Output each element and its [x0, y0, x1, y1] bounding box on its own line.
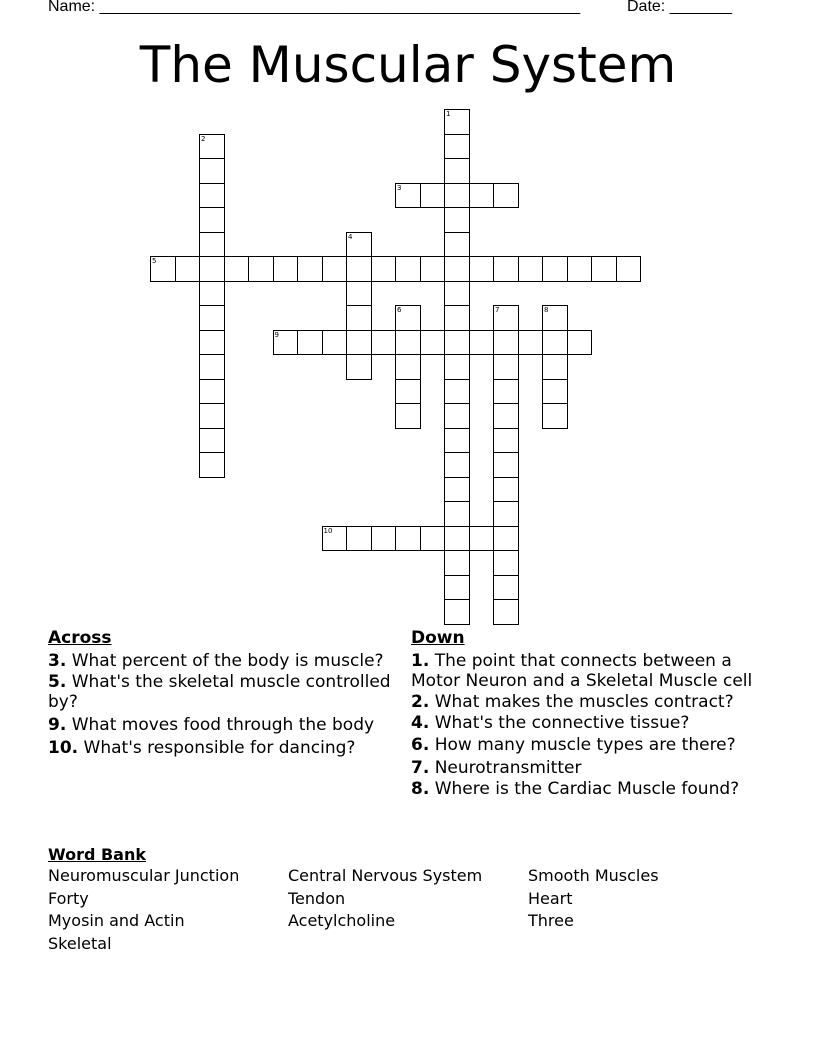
- crossword-cell[interactable]: [420, 330, 446, 356]
- crossword-cell[interactable]: [199, 281, 225, 307]
- clue-text: Where is the Cardiac Muscle found?: [434, 779, 740, 799]
- crossword-cell[interactable]: [371, 256, 397, 282]
- word-bank-item: Forty: [48, 888, 89, 908]
- crossword-cell[interactable]: [444, 158, 470, 184]
- crossword-cell[interactable]: [371, 330, 397, 356]
- clue-number: 7.: [411, 758, 430, 778]
- crossword-cell[interactable]: [420, 256, 446, 282]
- clue-number: 6.: [411, 735, 430, 755]
- crossword-cell[interactable]: [567, 256, 593, 282]
- clue-across-3: [48, 651, 398, 671]
- crossword-cell[interactable]: [444, 109, 470, 135]
- clue-number: 5.: [48, 672, 67, 692]
- clue-text: How many muscle types are there?: [434, 735, 736, 755]
- crossword-cell[interactable]: [444, 281, 470, 307]
- crossword-cell[interactable]: [444, 428, 470, 454]
- crossword-cell[interactable]: [322, 330, 348, 356]
- crossword-cell[interactable]: [444, 330, 470, 356]
- down-heading: Down: [411, 628, 465, 648]
- clue-number: 10.: [48, 738, 79, 758]
- crossword-cell[interactable]: [199, 403, 225, 429]
- clue-number: 8.: [411, 779, 430, 799]
- crossword-cell[interactable]: [444, 134, 470, 160]
- crossword-cell[interactable]: [199, 134, 225, 160]
- crossword-cell[interactable]: [322, 256, 348, 282]
- crossword-cell[interactable]: [395, 403, 421, 429]
- clue-text: What moves food through the body: [71, 715, 375, 735]
- crossword-cell[interactable]: [273, 330, 299, 356]
- crossword-cell[interactable]: [444, 379, 470, 405]
- across-clues: [48, 628, 398, 759]
- crossword-cell[interactable]: [273, 256, 299, 282]
- crossword-cell[interactable]: [395, 526, 421, 552]
- crossword-cell[interactable]: [493, 354, 519, 380]
- crossword-cell[interactable]: [542, 305, 568, 331]
- across-heading: Across: [48, 628, 112, 648]
- crossword-cell[interactable]: [518, 256, 544, 282]
- crossword-cell[interactable]: [199, 207, 225, 233]
- clue-down-8: [411, 779, 781, 799]
- crossword-cell[interactable]: [199, 452, 225, 478]
- word-bank: [48, 845, 788, 953]
- crossword-cell[interactable]: [346, 526, 372, 552]
- clue-down-6: [411, 735, 781, 755]
- word-bank-list: [48, 866, 788, 953]
- crossword-cell[interactable]: [518, 330, 544, 356]
- crossword-cell[interactable]: [542, 379, 568, 405]
- crossword-cell[interactable]: [493, 403, 519, 429]
- cell-number: 10: [323, 526, 333, 535]
- crossword-cell[interactable]: [591, 256, 617, 282]
- crossword-cell[interactable]: [493, 330, 519, 356]
- clue-down-2: [411, 692, 781, 712]
- clue-down-7: [411, 758, 781, 778]
- crossword-cell[interactable]: [542, 403, 568, 429]
- crossword-cell[interactable]: [150, 256, 176, 282]
- word-bank-heading: Word Bank: [48, 845, 147, 864]
- clue-text: What's the connective tissue?: [434, 713, 690, 733]
- crossword-cell[interactable]: [444, 501, 470, 527]
- crossword-cell[interactable]: [420, 526, 446, 552]
- cell-number: 6: [397, 306, 402, 314]
- crossword-cell[interactable]: [444, 526, 470, 552]
- word-bank-item: Central Nervous System: [288, 866, 483, 885]
- crossword-cell[interactable]: [444, 599, 470, 625]
- crossword-cell[interactable]: [346, 256, 372, 282]
- crossword-cell[interactable]: [493, 305, 519, 331]
- word-bank-item: Acetylcholine: [288, 911, 396, 930]
- crossword-cell[interactable]: [297, 256, 323, 282]
- name-field-line: Name: ______________________________________________________: [48, 0, 581, 15]
- cell-number: 3: [397, 183, 402, 192]
- clue-down-4: [411, 713, 781, 733]
- crossword-cell[interactable]: [346, 305, 372, 331]
- crossword-cell[interactable]: [420, 183, 446, 209]
- crossword-cell[interactable]: [444, 207, 470, 233]
- crossword-cell[interactable]: [542, 354, 568, 380]
- crossword-cell[interactable]: [444, 575, 470, 601]
- crossword-cell[interactable]: [493, 550, 519, 576]
- crossword-cell[interactable]: [542, 256, 568, 282]
- clue-down-1: [411, 651, 781, 691]
- page-title: The Muscular System: [139, 36, 677, 94]
- crossword-cell[interactable]: [493, 599, 519, 625]
- crossword-cell[interactable]: [199, 158, 225, 184]
- cell-number: 4: [348, 232, 353, 241]
- word-bank-item: Smooth Muscles: [528, 866, 659, 885]
- crossword-cell[interactable]: [444, 477, 470, 503]
- crossword-cell[interactable]: [444, 550, 470, 576]
- clue-number: 1.: [411, 651, 430, 671]
- clue-text: The point that connects between a Motor Neuron and a Skeletal Muscle cell: [411, 651, 753, 691]
- clue-text: What percent of the body is muscle?: [71, 651, 384, 671]
- crossword-cell[interactable]: [395, 256, 421, 282]
- clue-text: Neurotransmitter: [434, 758, 582, 778]
- crossword-cell[interactable]: [322, 526, 348, 552]
- crossword-cell[interactable]: [469, 256, 495, 282]
- crossword-cell[interactable]: [346, 354, 372, 380]
- clue-across-5: [48, 672, 398, 712]
- crossword-cell[interactable]: [444, 183, 470, 209]
- word-bank-item: Heart: [528, 888, 573, 908]
- crossword-cell[interactable]: [444, 354, 470, 380]
- clue-text: What makes the muscles contract?: [434, 692, 734, 712]
- crossword-cell[interactable]: [199, 428, 225, 454]
- word-bank-item: Neuromuscular Junction: [48, 866, 240, 885]
- crossword-cell[interactable]: [469, 526, 495, 552]
- crossword-cell[interactable]: [175, 256, 201, 282]
- crossword-cell[interactable]: [469, 330, 495, 356]
- crossword-cell[interactable]: [493, 379, 519, 405]
- crossword-cell[interactable]: [493, 256, 519, 282]
- crossword-cell[interactable]: [395, 379, 421, 405]
- crossword-cell[interactable]: [395, 183, 421, 209]
- crossword-cell[interactable]: [493, 501, 519, 527]
- cell-number: 7: [495, 306, 500, 314]
- crossword-cell[interactable]: [346, 330, 372, 356]
- crossword-cell[interactable]: [493, 183, 519, 209]
- crossword-cell[interactable]: [297, 330, 323, 356]
- crossword-cell[interactable]: [395, 305, 421, 331]
- clue-text: What's the skeletal muscle controlled by?: [48, 672, 391, 712]
- crossword-cell[interactable]: [224, 256, 250, 282]
- clue-number: 9.: [48, 715, 67, 735]
- cell-number: 2: [201, 134, 206, 143]
- crossword-cell[interactable]: [493, 428, 519, 454]
- crossword-cell[interactable]: [444, 452, 470, 478]
- cell-number: 8: [544, 306, 549, 314]
- crossword-cell[interactable]: [567, 330, 593, 356]
- crossword-cell[interactable]: [199, 256, 225, 282]
- crossword-cell[interactable]: [395, 354, 421, 380]
- crossword-cell[interactable]: [493, 575, 519, 601]
- clue-number: 3.: [48, 651, 67, 671]
- crossword-cell[interactable]: [493, 452, 519, 478]
- crossword-cell[interactable]: [444, 305, 470, 331]
- crossword-cell[interactable]: [616, 256, 642, 282]
- crossword-cell[interactable]: [199, 330, 225, 356]
- crossword-cell[interactable]: [346, 281, 372, 307]
- crossword-cell[interactable]: [444, 256, 470, 282]
- clue-across-9: [48, 715, 398, 735]
- clue-text: What's responsible for dancing?: [83, 738, 356, 758]
- crossword-cell[interactable]: [199, 354, 225, 380]
- down-clues: [411, 628, 781, 800]
- crossword-cell[interactable]: [444, 232, 470, 258]
- crossword-cell[interactable]: [444, 403, 470, 429]
- clue-number: 2.: [411, 692, 430, 712]
- crossword-cell[interactable]: [199, 232, 225, 258]
- crossword-cell[interactable]: [542, 330, 568, 356]
- word-bank-item: Tendon: [288, 888, 346, 908]
- clue-across-10: [48, 738, 398, 758]
- crossword-cell[interactable]: [371, 526, 397, 552]
- word-bank-item: Skeletal: [48, 933, 112, 953]
- crossword-cell[interactable]: [469, 183, 495, 209]
- word-bank-item: Three: [528, 911, 574, 930]
- crossword-cell[interactable]: [493, 526, 519, 552]
- crossword-cell[interactable]: [199, 183, 225, 209]
- cell-number: 9: [274, 330, 279, 339]
- crossword-cell[interactable]: [199, 379, 225, 405]
- crossword-cell[interactable]: [199, 305, 225, 331]
- crossword-cell[interactable]: [248, 256, 274, 282]
- cell-number: 5: [152, 257, 157, 265]
- date-field-line: Date: _______: [627, 0, 732, 15]
- crossword-cell[interactable]: [395, 330, 421, 356]
- crossword-cell[interactable]: [346, 232, 372, 258]
- cell-number: 1: [446, 110, 451, 118]
- clue-number: 4.: [411, 713, 430, 733]
- word-bank-item: Myosin and Actin: [48, 911, 185, 930]
- crossword-cell[interactable]: [493, 477, 519, 503]
